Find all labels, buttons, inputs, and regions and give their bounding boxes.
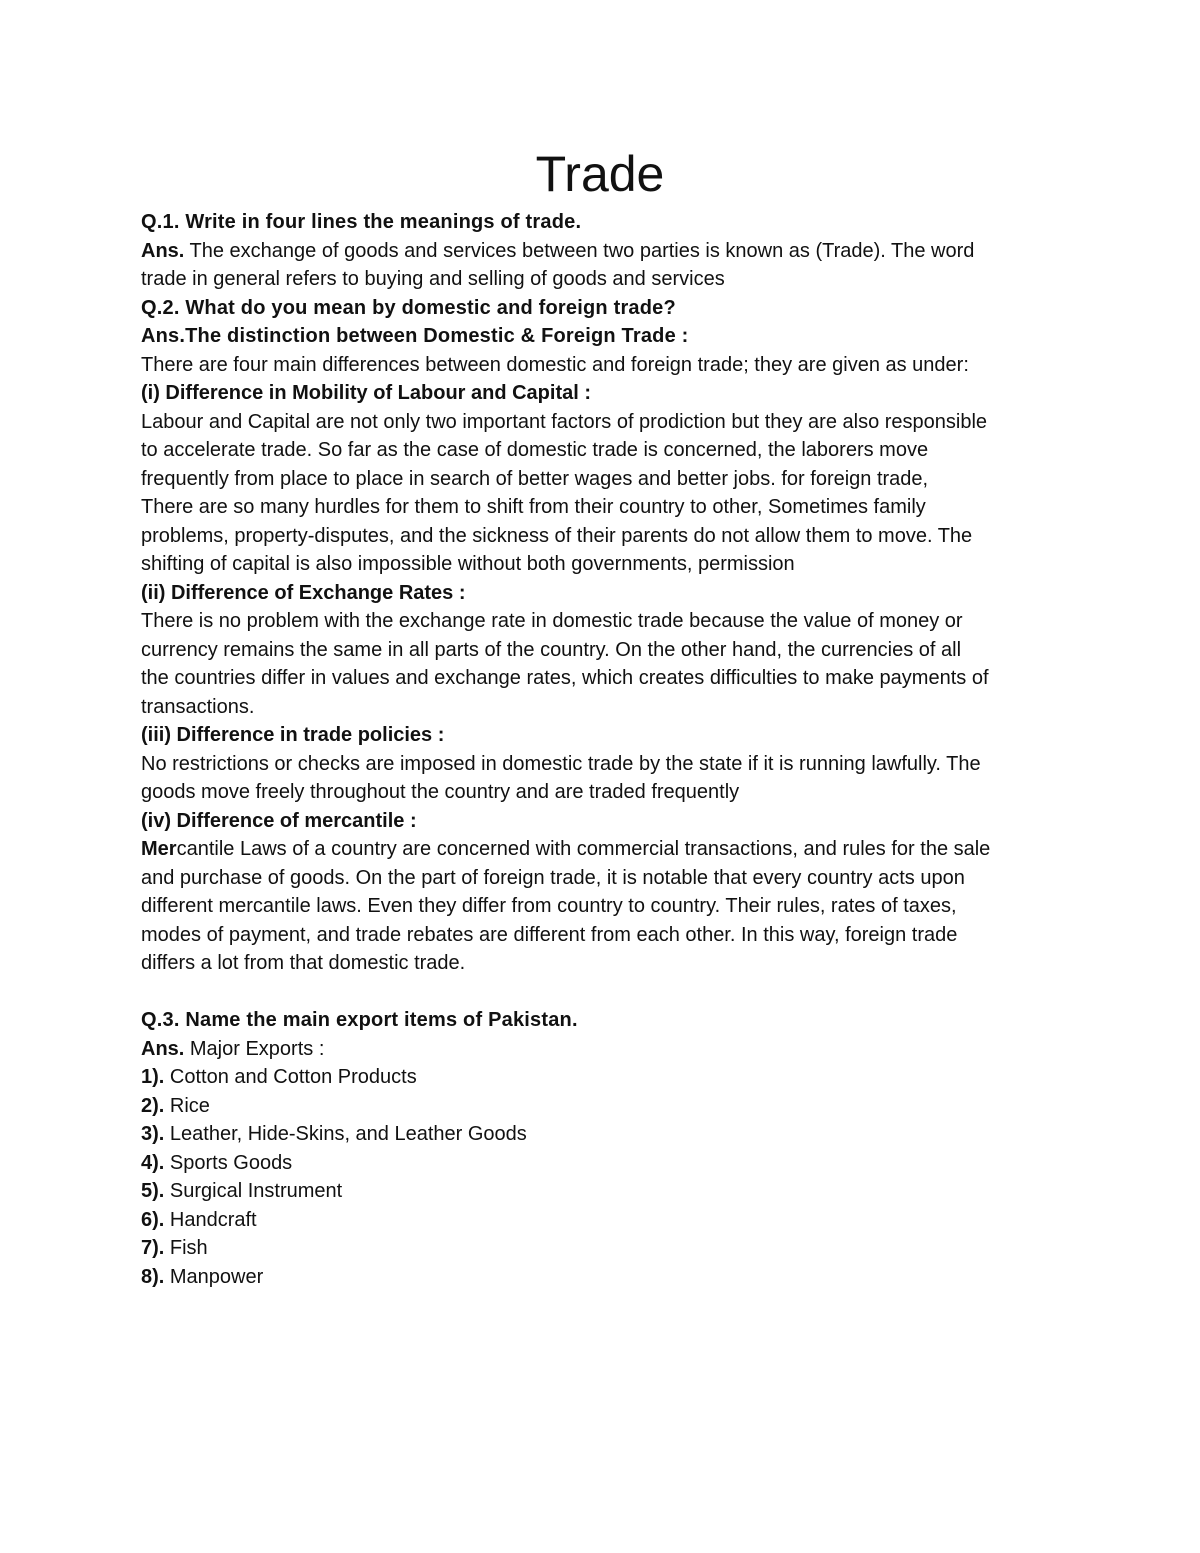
export-item-text: Rice xyxy=(164,1094,210,1117)
export-item xyxy=(141,1063,1071,1092)
answer-label: Ans. xyxy=(141,239,185,262)
point-line: frequently from place to place in search of better wages and better jobs. for foreign trade, xyxy=(141,467,929,490)
export-item-number: 4). xyxy=(141,1151,165,1174)
export-item-text: Manpower xyxy=(164,1265,264,1288)
point-line: different mercantile laws. Even they differ from country to country. Their rules, rates of taxes, xyxy=(141,895,957,917)
question-1: Q.1. Write in four lines the meanings of trade. xyxy=(141,211,582,233)
export-item-text: Fish xyxy=(164,1237,208,1259)
export-item xyxy=(141,1234,1071,1263)
point-line: differs a lot from that domestic trade. xyxy=(141,952,466,974)
export-item xyxy=(141,1092,1071,1121)
point-line: problems, property-disputes, and the sickness of their parents do not allow them to move. The xyxy=(141,524,973,547)
export-item-text: Leather, Hide-Skins, and Leather Goods xyxy=(164,1123,527,1145)
point-line: to accelerate trade. So far as the case of domestic trade is concerned, the laborers move xyxy=(141,439,929,461)
point-heading: (i) Difference in Mobility of Labour and Capital : xyxy=(141,382,592,404)
answer-1-line: trade in general refers to buying and selling of goods and services xyxy=(141,268,725,290)
page-title: Trade xyxy=(535,146,665,202)
export-item-number: 6). xyxy=(141,1208,165,1231)
point-line: No restrictions or checks are imposed in domestic trade by the state if it is running lawfully. The xyxy=(141,752,981,775)
point-heading: (iv) Difference of mercantile : xyxy=(141,809,417,832)
export-item-text: Sports Goods xyxy=(164,1151,293,1174)
point-line: modes of payment, and trade rebates are different from each other. In this way, foreign trade xyxy=(141,923,958,946)
answer-text: The exchange of goods and services between two parties is known as (Trade). The word xyxy=(184,239,975,262)
point-heading: (iii) Difference in trade policies : xyxy=(141,724,445,746)
export-item-text: Surgical Instrument xyxy=(164,1180,343,1202)
point-line-bold: Mer xyxy=(141,838,177,860)
answer-1-line xyxy=(141,237,1071,266)
answer-2-intro: There are four main differences between domestic and foreign trade; they are given as under: xyxy=(141,353,969,376)
export-item xyxy=(141,1120,1071,1149)
answer-3-line xyxy=(141,1035,1071,1064)
point-line: shifting of capital is also impossible without both governments, permission xyxy=(141,553,795,575)
export-item xyxy=(141,1263,1071,1292)
point-line: There are so many hurdles for them to shift from their country to other, Sometimes family xyxy=(141,496,926,518)
point-line: and purchase of goods. On the part of foreign trade, it is notable that every country acts upon xyxy=(141,866,965,889)
question-2: Q.2. What do you mean by domestic and foreign trade? xyxy=(141,296,676,319)
export-item-number: 7). xyxy=(141,1237,165,1259)
point-line xyxy=(141,835,1071,864)
point-line: the countries differ in values and exchange rates, which creates difficulties to make payments of xyxy=(141,667,989,689)
export-item-number: 5). xyxy=(141,1180,165,1202)
export-item xyxy=(141,1206,1071,1235)
document-page xyxy=(141,140,1071,1291)
point-heading: (ii) Difference of Exchange Rates : xyxy=(141,581,466,604)
paragraph-gap xyxy=(141,978,1071,1007)
point-line-rest: cantile Laws of a country are concerned with commercial transactions, and rules for the sale xyxy=(176,838,991,860)
point-line: goods move freely throughout the country and are traded frequently xyxy=(141,781,740,803)
export-item-number: 8). xyxy=(141,1265,165,1288)
answer-2-heading: Ans.The distinction between Domestic & Foreign Trade : xyxy=(141,325,689,347)
point-line: currency remains the same in all parts of the country. On the other hand, the currencies of all xyxy=(141,638,962,661)
export-item-number: 3). xyxy=(141,1123,165,1145)
point-line: There is no problem with the exchange rate in domestic trade because the value of money or xyxy=(141,610,963,632)
export-item-number: 2). xyxy=(141,1094,165,1117)
point-line: transactions. xyxy=(141,695,255,718)
question-3: Q.3. Name the main export items of Pakistan. xyxy=(141,1009,578,1031)
export-item-number: 1). xyxy=(141,1066,165,1088)
export-item xyxy=(141,1149,1071,1178)
answer-text: Major Exports : xyxy=(184,1037,325,1060)
export-item xyxy=(141,1177,1071,1206)
answer-label: Ans. xyxy=(141,1037,185,1060)
export-item-text: Cotton and Cotton Products xyxy=(164,1066,417,1088)
point-line: Labour and Capital are not only two important factors of prodiction but they are also responsible xyxy=(141,410,988,433)
export-item-text: Handcraft xyxy=(164,1208,257,1231)
